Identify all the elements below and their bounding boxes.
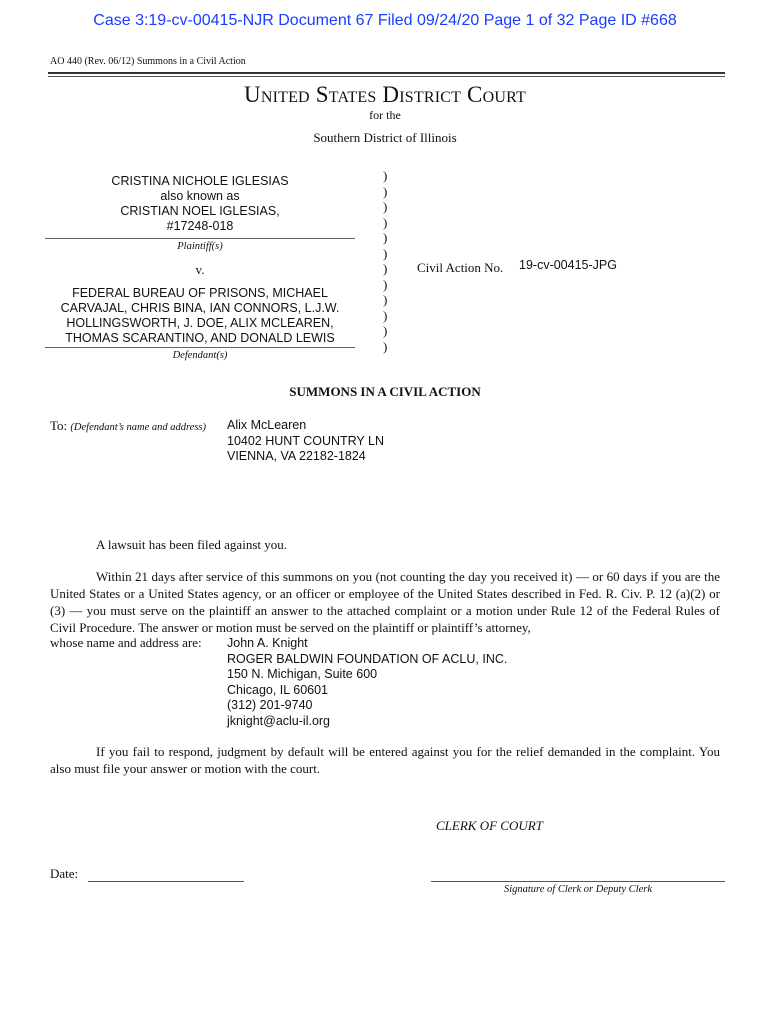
form-id: AO 440 (Rev. 06/12) Summons in a Civil Action [50, 56, 246, 67]
court-title: United States District Court [244, 82, 526, 107]
civil-action-label: Civil Action No. [417, 260, 504, 275]
date-line [88, 881, 244, 882]
case-stamp: Case 3:19-cv-00415-NJR Document 67 Filed 09/24/20 Page 1 of 32 Page ID #668 [93, 12, 677, 29]
defendant-rule [45, 347, 355, 348]
summons-title: SUMMONS IN A CIVIL ACTION [289, 384, 481, 399]
defendant-address [227, 418, 384, 465]
defendant-names [50, 286, 350, 346]
defendant-line: FEDERAL BUREAU OF PRISONS, MICHAEL [72, 286, 328, 300]
paragraph-default: If you fail to respond, judgment by default will be entered against you for the relief demanded in the complaint. You also must file your answer or motion with the court. [50, 744, 720, 776]
plaintiff-role: Plaintiff(s) [177, 241, 223, 252]
attorney-line: ROGER BALDWIN FOUNDATION OF ACLU, INC. [227, 651, 508, 666]
attorney-line: (312) 201-9740 [227, 698, 313, 712]
date-label: Date: [50, 866, 79, 881]
attorney-line: 150 N. Michigan, Suite 600 [227, 667, 378, 681]
paragraph-lawsuit: A lawsuit has been filed against you. [96, 537, 287, 552]
plaintiff-rule [45, 238, 355, 239]
signature-line [431, 881, 725, 882]
to-text: To: [50, 418, 68, 433]
plaintiff-line: also known as [160, 189, 240, 203]
address-line: 10402 HUNT COUNTRY LN [227, 433, 385, 448]
versus: v. [195, 262, 205, 277]
to-sublabel: (Defendant’s name and address) [70, 422, 207, 433]
for-the: for the [369, 108, 401, 122]
attorney-line: Chicago, IL 60601 [227, 682, 329, 697]
address-line: VIENNA, VA 22182-1824 [227, 449, 366, 463]
signature-label: Signature of Clerk or Deputy Clerk [503, 884, 653, 895]
plaintiff-line: CRISTINA NICHOLE IGLESIAS [111, 174, 289, 188]
plaintiff-line: CRISTIAN NOEL IGLESIAS, [120, 204, 280, 218]
attorney-address [227, 636, 507, 729]
attorney-email: jknight@aclu-il.org [227, 713, 331, 728]
defendant-role: Defendant(s) [172, 350, 228, 361]
header-rule-thin [48, 76, 725, 77]
defendant-line: HOLLINGSWORTH, J. DOE, ALIX MCLEAREN, [66, 316, 334, 330]
plaintiff-line: #17248-018 [166, 219, 234, 233]
civil-action-number: 19-cv-00415-JPG [519, 258, 617, 272]
attorney-line: John A. Knight [227, 636, 308, 650]
clerk-of-court: CLERK OF COURT [436, 818, 543, 833]
plaintiff-name [50, 174, 350, 234]
address-line: Alix McLearen [227, 418, 307, 432]
to-label [50, 418, 206, 434]
paragraph-deadline-end: whose name and address are: [50, 635, 202, 650]
defendant-line: THOMAS SCARANTINO, AND DONALD LEWIS [65, 331, 335, 345]
defendant-line: CARVAJAL, CHRIS BINA, IAN CONNORS, L.J.W. [60, 301, 340, 315]
header-rule-thick [48, 72, 725, 74]
paragraph-deadline: Within 21 days after service of this summons on you (not counting the day you received it) — or 60 days if you are the United States or a United States agency, or an officer or employee of the United States described in Fed. R. Civ. P. 12 (a)(2) or (3) — you must serve on the plaintiff an answer to the attached complaint or a motion under Rule 12 of the Federal Rules of Civil Procedure. The answer or motion must be served on the plaintiff or plaintiff’s attorney, [50, 569, 720, 635]
district: Southern District of Illinois [313, 130, 457, 145]
caption-parentheses: ) ) ) ) ) ) ) ) ) ) ) ) [383, 168, 388, 354]
